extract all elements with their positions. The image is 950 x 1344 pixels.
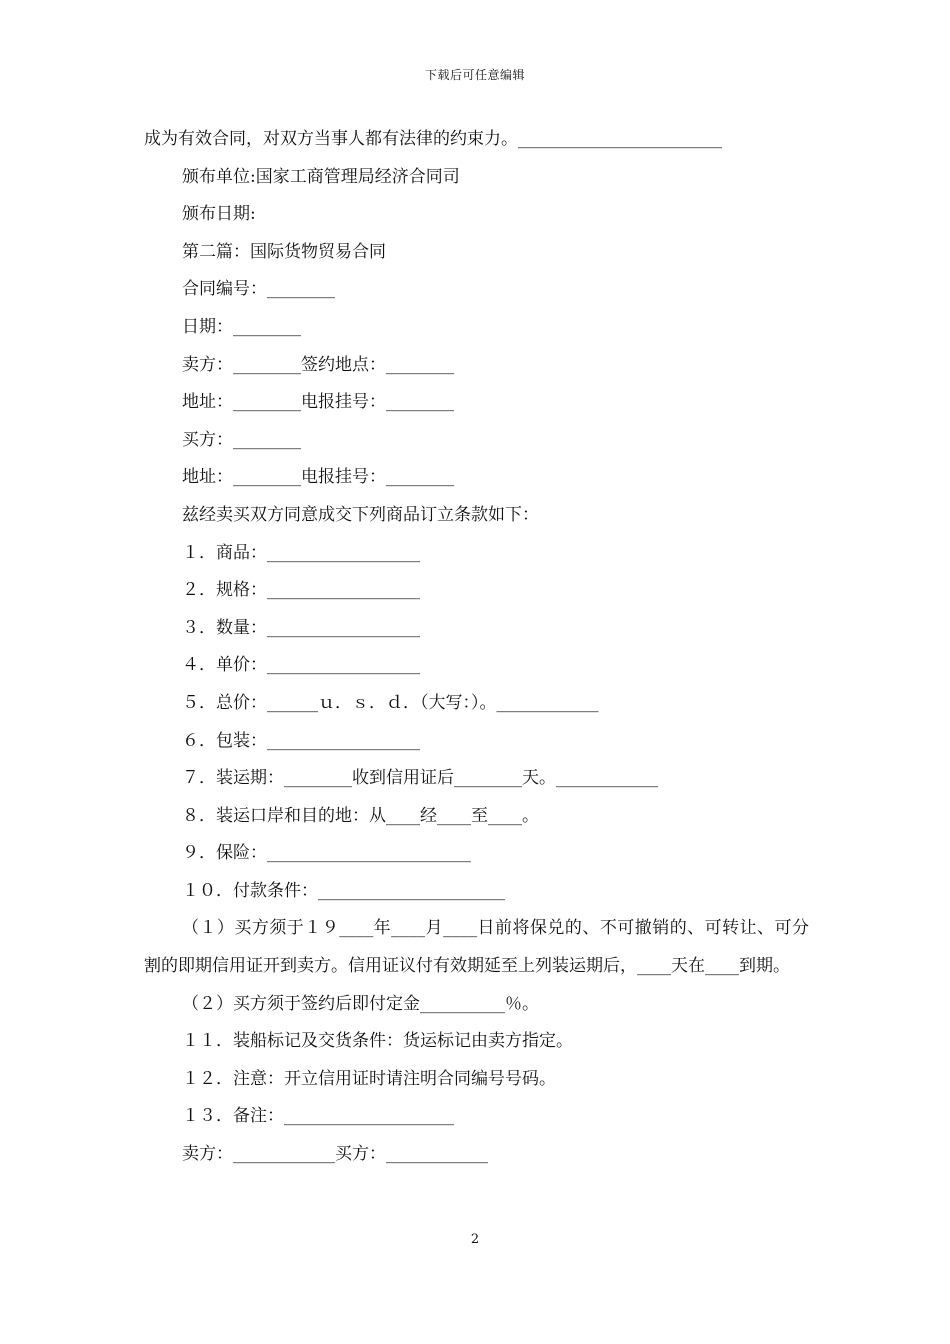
clause-item: ６．包装：__________________ bbox=[182, 730, 420, 751]
contract-number-field: 合同编号：________ bbox=[182, 279, 335, 300]
clause-item: ８．装运口岸和目的地：从____经____至____。 bbox=[182, 805, 539, 826]
paragraph-line: 颁布单位:国家工商管理局经济合同司 bbox=[182, 166, 460, 187]
payment-subclause: （１）买方须于１９____年____月____日前将保兑的、不可撤销的、可转让、可分割的即期信用证开到卖方。信用证议付有效期延至上列装运期后，____天在____到期。 bbox=[144, 918, 809, 977]
paragraph-line: 颁布日期: bbox=[182, 204, 256, 225]
buyer-field: 买方：________ bbox=[182, 429, 301, 450]
page-header-note: 下载后可任意编辑 bbox=[424, 68, 525, 82]
clause-item: １．商品：__________________ bbox=[182, 542, 420, 563]
payment-subclause: （２）买方须于签约后即付定金__________％。 bbox=[182, 993, 539, 1014]
signature-line: 卖方：____________买方：____________ bbox=[182, 1144, 488, 1165]
clause-item: ７．装运期：________收到信用证后________天。____________ bbox=[182, 768, 658, 789]
clause-item: １２．注意：开立信用证时请注明合同编号号码。 bbox=[182, 1068, 556, 1089]
seller-field: 卖方：________签约地点：________ bbox=[182, 354, 454, 375]
document-body bbox=[144, 121, 809, 1174]
buyer-address-field: 地址：________电报挂号：________ bbox=[182, 467, 454, 488]
clause-item: １１．装船标记及交货条件：货运标记由卖方指定。 bbox=[182, 1031, 573, 1052]
seller-address-field: 地址：________电报挂号：________ bbox=[182, 392, 454, 413]
date-field: 日期：________ bbox=[182, 316, 301, 337]
clause-item: ３．数量：__________________ bbox=[182, 617, 420, 638]
clause-item: ４．单价：__________________ bbox=[182, 655, 420, 676]
clause-item: ５．总价：______ｕ．ｓ．ｄ．（大写：）。____________ bbox=[182, 692, 599, 713]
clause-item: ９．保险：________________________ bbox=[182, 843, 471, 864]
clause-item: ２．规格：__________________ bbox=[182, 580, 420, 601]
clause-item: １３．备注：____________________ bbox=[182, 1106, 454, 1127]
paragraph-line: 兹经卖买双方同意成交下列商品订立条款如下： bbox=[182, 504, 539, 525]
section-title: 第二篇：国际货物贸易合同 bbox=[182, 241, 386, 262]
page-number: 2 bbox=[470, 1232, 480, 1247]
paragraph-line: 成为有效合同，对双方当事人都有法律的约束力。________________________ bbox=[144, 129, 722, 149]
clause-item: １０．付款条件：______________________ bbox=[182, 880, 505, 901]
